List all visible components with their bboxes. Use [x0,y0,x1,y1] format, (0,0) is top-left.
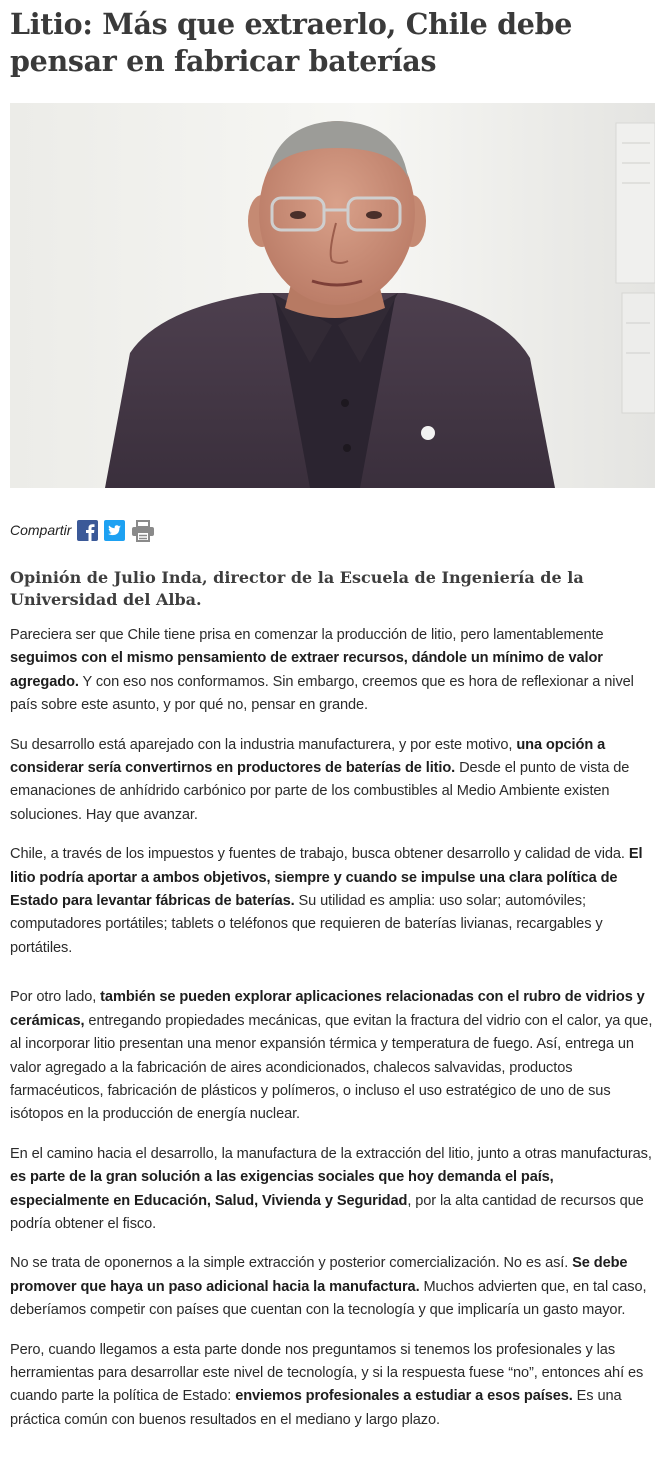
paragraph: En el camino hacia el desarrollo, la manufactura de la extracción del litio, junto a otras manufacturas, es parte de la gran solución a las exigencias sociales que hoy demanda el país, especialmente en Educación, Salud, Vivienda y Seguridad, por la alta cantidad de recursos que podría obtener el fisco. [10,1145,652,1232]
paragraph: No se trata de oponernos a la simple extracción y posterior comercialización. No es así. Se debe promover que haya un paso adicional hacia la manufactura. Muchos advierten que, en tal caso, deberíamos competir con países que cuentan con la tecnología y que implicaría un gasto mayor. [10,1255,647,1319]
paragraph: Chile, a través de los impuestos y fuentes de trabajo, busca obtener desarrollo y calidad de vida. El litio podría aportar a ambos objetivos, siempre y cuando se impulse una clara política de Estado para levantar fábricas de baterías. Su utilidad es amplia: uso solar; automóviles; computadores portátiles; tablets o teléfonos que requieren de baterías livianas, recargables y portátiles. [10,846,643,956]
article-title: Litio: Más que extraerlo, Chile debe pensar en fabricar baterías [10,7,573,78]
print-icon[interactable] [131,520,155,541]
share-bar [10,516,161,544]
article-photo [10,103,655,488]
twitter-icon[interactable] [104,520,125,541]
share-label: Compartir [10,522,72,538]
article-subhead: Opinión de Julio Inda, director de la Escuela de Ingeniería de la Universidad del Alba. [10,568,584,609]
facebook-icon[interactable] [77,520,98,541]
paragraph: Pareciera ser que Chile tiene prisa en comenzar la producción de litio, pero lamentablemente seguimos con el mismo pensamiento de extraer recursos, dándole un mínimo de valor agregado. Y con eso nos conformamos. Sin embargo, creemos que es hora de reflexionar a nivel país sobre este asunto, y por qué no, pensar en grande. [10,627,634,714]
paragraph: Su desarrollo está aparejado con la industria manufacturera, y por este motivo, una opción a considerar sería convertirnos en productores de baterías de litio. Desde el punto de vista de emanaciones de anhídrido carbónico por parte de los combustibles al Medio Ambiente existen soluciones. Hay que avanzar. [10,736,630,823]
paragraph: Pero, cuando llegamos a esta parte donde nos preguntamos si tenemos los profesionales y las herramientas para desarrollar este nivel de tecnología, y si la respuesta fuese “no”, entonces ahí es cuando parte la política de Estado: enviemos profesionales a estudiar a esos países. Es una práctica común con buenos resultados en el mediano y largo plazo. [10,1341,644,1428]
paragraph: Por otro lado, también se pueden explorar aplicaciones relacionadas con el rubro de vidrios y cerámicas, entregando propiedades mecánicas, que evitan la fractura del vidrio con el calor, ya que, al incorporar litio presentan una menor expansión térmica y temperatura de fuego. Así, entrega un valor agregado a la fabricación de aires acondicionados, chalecos salvavidas, productos farmacéuticos, fabricación de plásticos y polímeros, o incluso el uso estratégico de uno de sus isótopos en la producción de energía nuclear. [10,989,653,1123]
article-body [10,624,656,1448]
portrait-illustration [10,103,655,488]
